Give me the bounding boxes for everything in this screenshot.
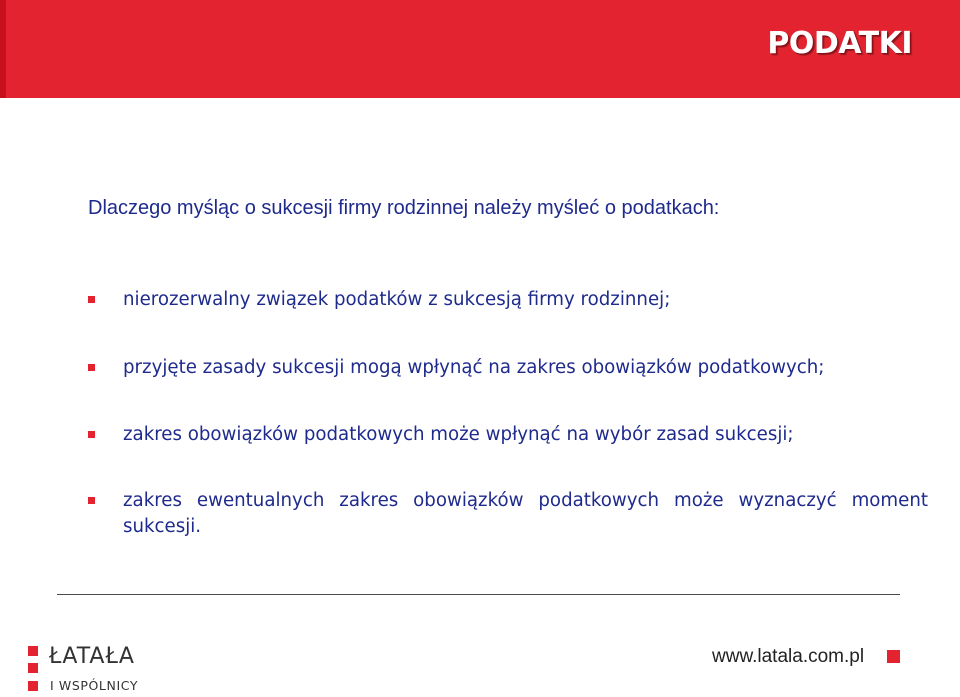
logo-square-icon (28, 646, 38, 656)
bullet-item (88, 488, 928, 540)
bullet-text: nierozerwalny związek podatków z sukcesją firmy rodzinnej; (123, 289, 671, 310)
footer-divider (57, 594, 900, 595)
logo-subtitle: I WSPÓLNICY (50, 678, 139, 693)
website-link[interactable]: www.latala.com.pl (712, 646, 865, 667)
logo-square-icon (28, 663, 38, 673)
square-bullet-icon (88, 497, 95, 504)
bullet-text: zakres obowiązków podatkowych może wpłynąć na wybór zasad sukcesji; (123, 424, 794, 445)
logo-name: ŁATAŁA (49, 644, 135, 669)
bullet-item (88, 355, 928, 381)
intro-text: Dlaczego myśląc o sukcesji firmy rodzinnej należy myśleć o podatkach: (88, 197, 720, 219)
square-bullet-icon (88, 296, 95, 303)
bullet-text: przyjęte zasady sukcesji mogą wpłynąć na zakres obowiązków podatkowych; (123, 357, 825, 378)
bullet-text: zakres ewentualnych zakres obowiązków podatkowych może wyznaczyć moment sukcesji. (123, 490, 928, 537)
slide-title: PODATKI (767, 26, 912, 61)
footer-square-icon (887, 650, 900, 663)
square-bullet-icon (88, 431, 95, 438)
header-bar (0, 0, 960, 98)
square-bullet-icon (88, 364, 95, 371)
bullet-item (88, 422, 928, 448)
company-logo (28, 646, 163, 696)
logo-square-icon (28, 681, 38, 691)
bullet-item (88, 287, 928, 313)
